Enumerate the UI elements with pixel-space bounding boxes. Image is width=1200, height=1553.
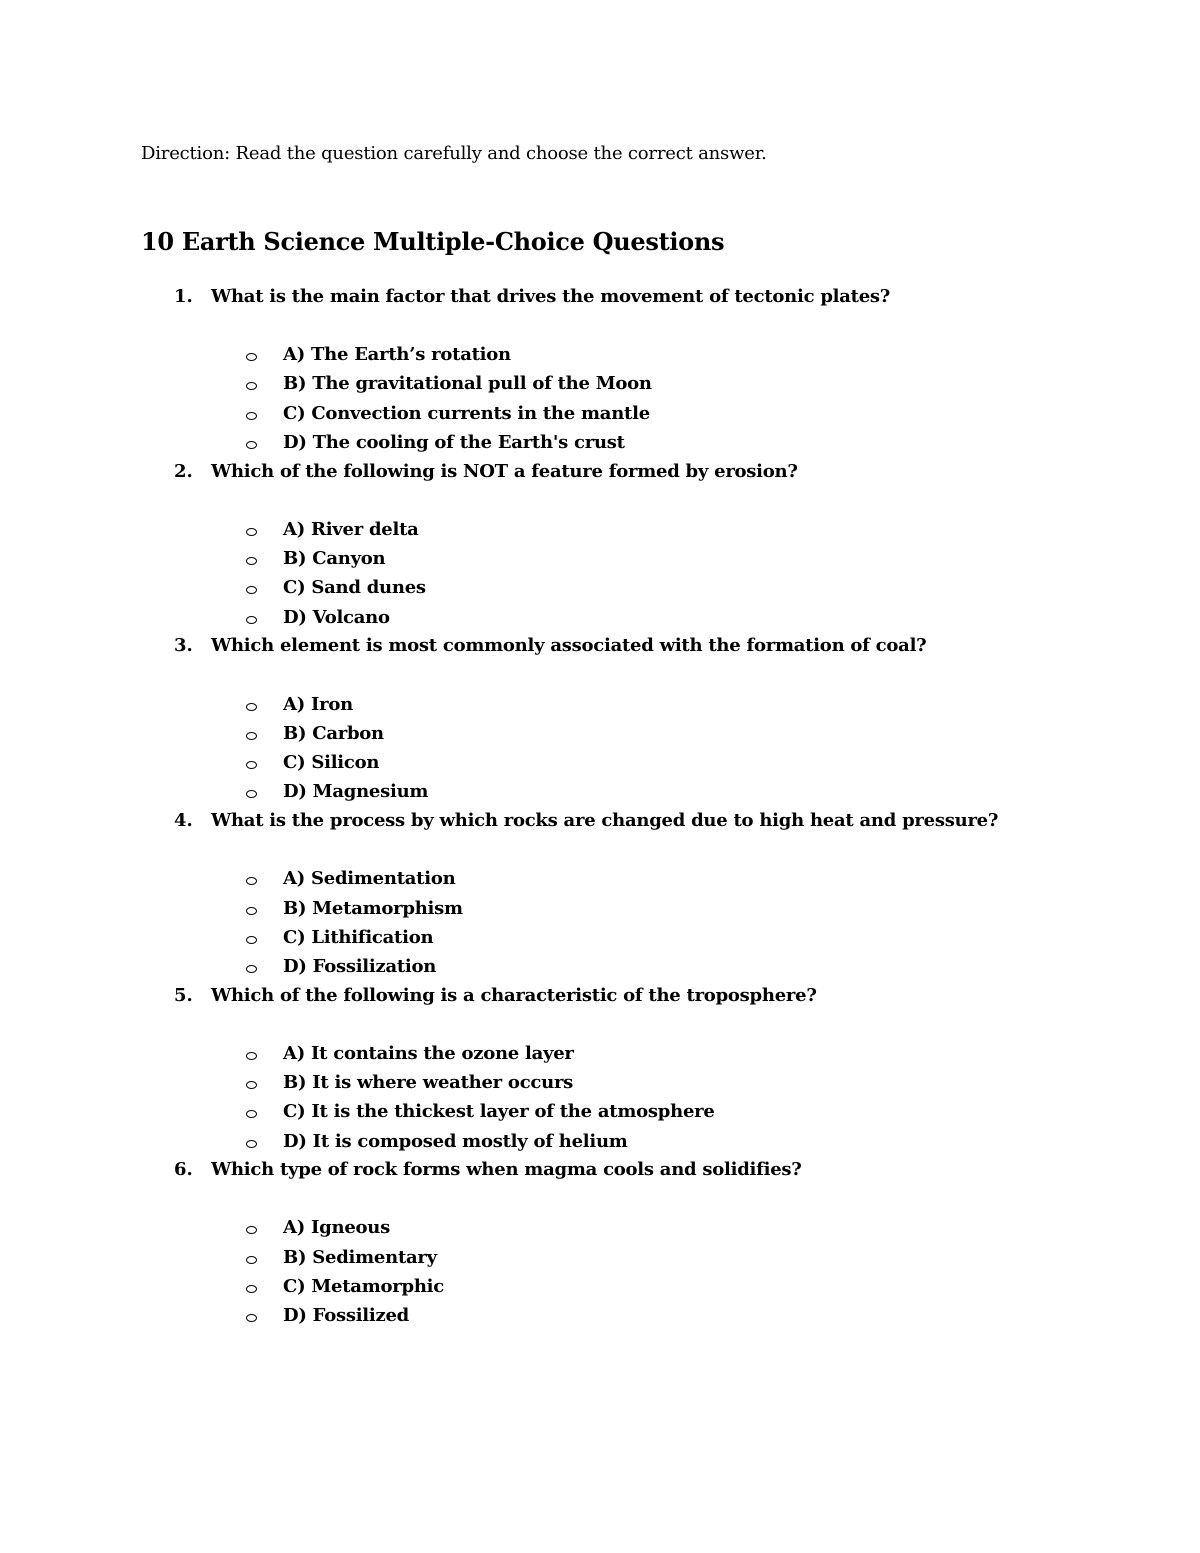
question-number: 5. [174,985,193,1006]
hollow-circle-bullet-icon [246,586,257,594]
hollow-circle-bullet-icon [246,703,257,711]
question-text: What is the process by which rocks are changed due to high heat and pressure? [211,810,999,831]
direction-text: Direction: Read the question carefully and choose the correct answer. [141,143,767,164]
answer-option: A) Igneous [283,1217,391,1238]
hollow-circle-bullet-icon [246,1052,257,1060]
answer-option: B) Carbon [283,723,384,744]
answer-option: A) It contains the ozone layer [283,1043,574,1064]
answer-option: C) It is the thickest layer of the atmosphere [283,1101,715,1122]
question-text: What is the main factor that drives the movement of tectonic plates? [211,286,891,307]
answer-option: D) Volcano [283,607,390,628]
answer-option: C) Silicon [283,752,380,773]
hollow-circle-bullet-icon [246,353,257,361]
answer-option: B) The gravitational pull of the Moon [283,373,652,394]
hollow-circle-bullet-icon [246,441,257,449]
hollow-circle-bullet-icon [246,1140,257,1148]
answer-option: A) Sedimentation [283,868,456,889]
hollow-circle-bullet-icon [246,1110,257,1118]
answer-option: D) Magnesium [283,781,429,802]
question-number: 3. [174,635,193,656]
answer-option: C) Sand dunes [283,577,426,598]
question-number: 2. [174,461,193,482]
question-text: Which of the following is NOT a feature formed by erosion? [211,461,798,482]
hollow-circle-bullet-icon [246,1314,257,1322]
hollow-circle-bullet-icon [246,412,257,420]
answer-option: C) Metamorphic [283,1276,444,1297]
answer-option: A) The Earth’s rotation [283,344,511,365]
hollow-circle-bullet-icon [246,790,257,798]
hollow-circle-bullet-icon [246,732,257,740]
answer-option: A) Iron [283,694,353,715]
answer-option: D) The cooling of the Earth's crust [283,432,625,453]
question-text: Which of the following is a characteristic of the troposphere? [211,985,817,1006]
hollow-circle-bullet-icon [246,1256,257,1264]
hollow-circle-bullet-icon [246,528,257,536]
answer-option: B) Metamorphism [283,898,463,919]
answer-option: D) Fossilization [283,956,437,977]
hollow-circle-bullet-icon [246,382,257,390]
answer-option: B) Sedimentary [283,1247,437,1268]
hollow-circle-bullet-icon [246,1226,257,1234]
answer-option: B) It is where weather occurs [283,1072,574,1093]
hollow-circle-bullet-icon [246,936,257,944]
answer-option: C) Lithification [283,927,434,948]
hollow-circle-bullet-icon [246,761,257,769]
question-number: 1. [174,286,193,307]
question-number: 6. [174,1159,193,1180]
answer-option: B) Canyon [283,548,386,569]
hollow-circle-bullet-icon [246,616,257,624]
hollow-circle-bullet-icon [246,1285,257,1293]
question-number: 4. [174,810,193,831]
hollow-circle-bullet-icon [246,907,257,915]
answer-option: D) Fossilized [283,1305,409,1326]
question-text: Which element is most commonly associated with the formation of coal? [211,635,927,656]
answer-option: A) River delta [283,519,419,540]
page-title: 10 Earth Science Multiple-Choice Questions [141,227,725,256]
hollow-circle-bullet-icon [246,877,257,885]
hollow-circle-bullet-icon [246,965,257,973]
question-text: Which type of rock forms when magma cools and solidifies? [211,1159,802,1180]
hollow-circle-bullet-icon [246,557,257,565]
answer-option: D) It is composed mostly of helium [283,1131,628,1152]
answer-option: C) Convection currents in the mantle [283,403,650,424]
hollow-circle-bullet-icon [246,1081,257,1089]
